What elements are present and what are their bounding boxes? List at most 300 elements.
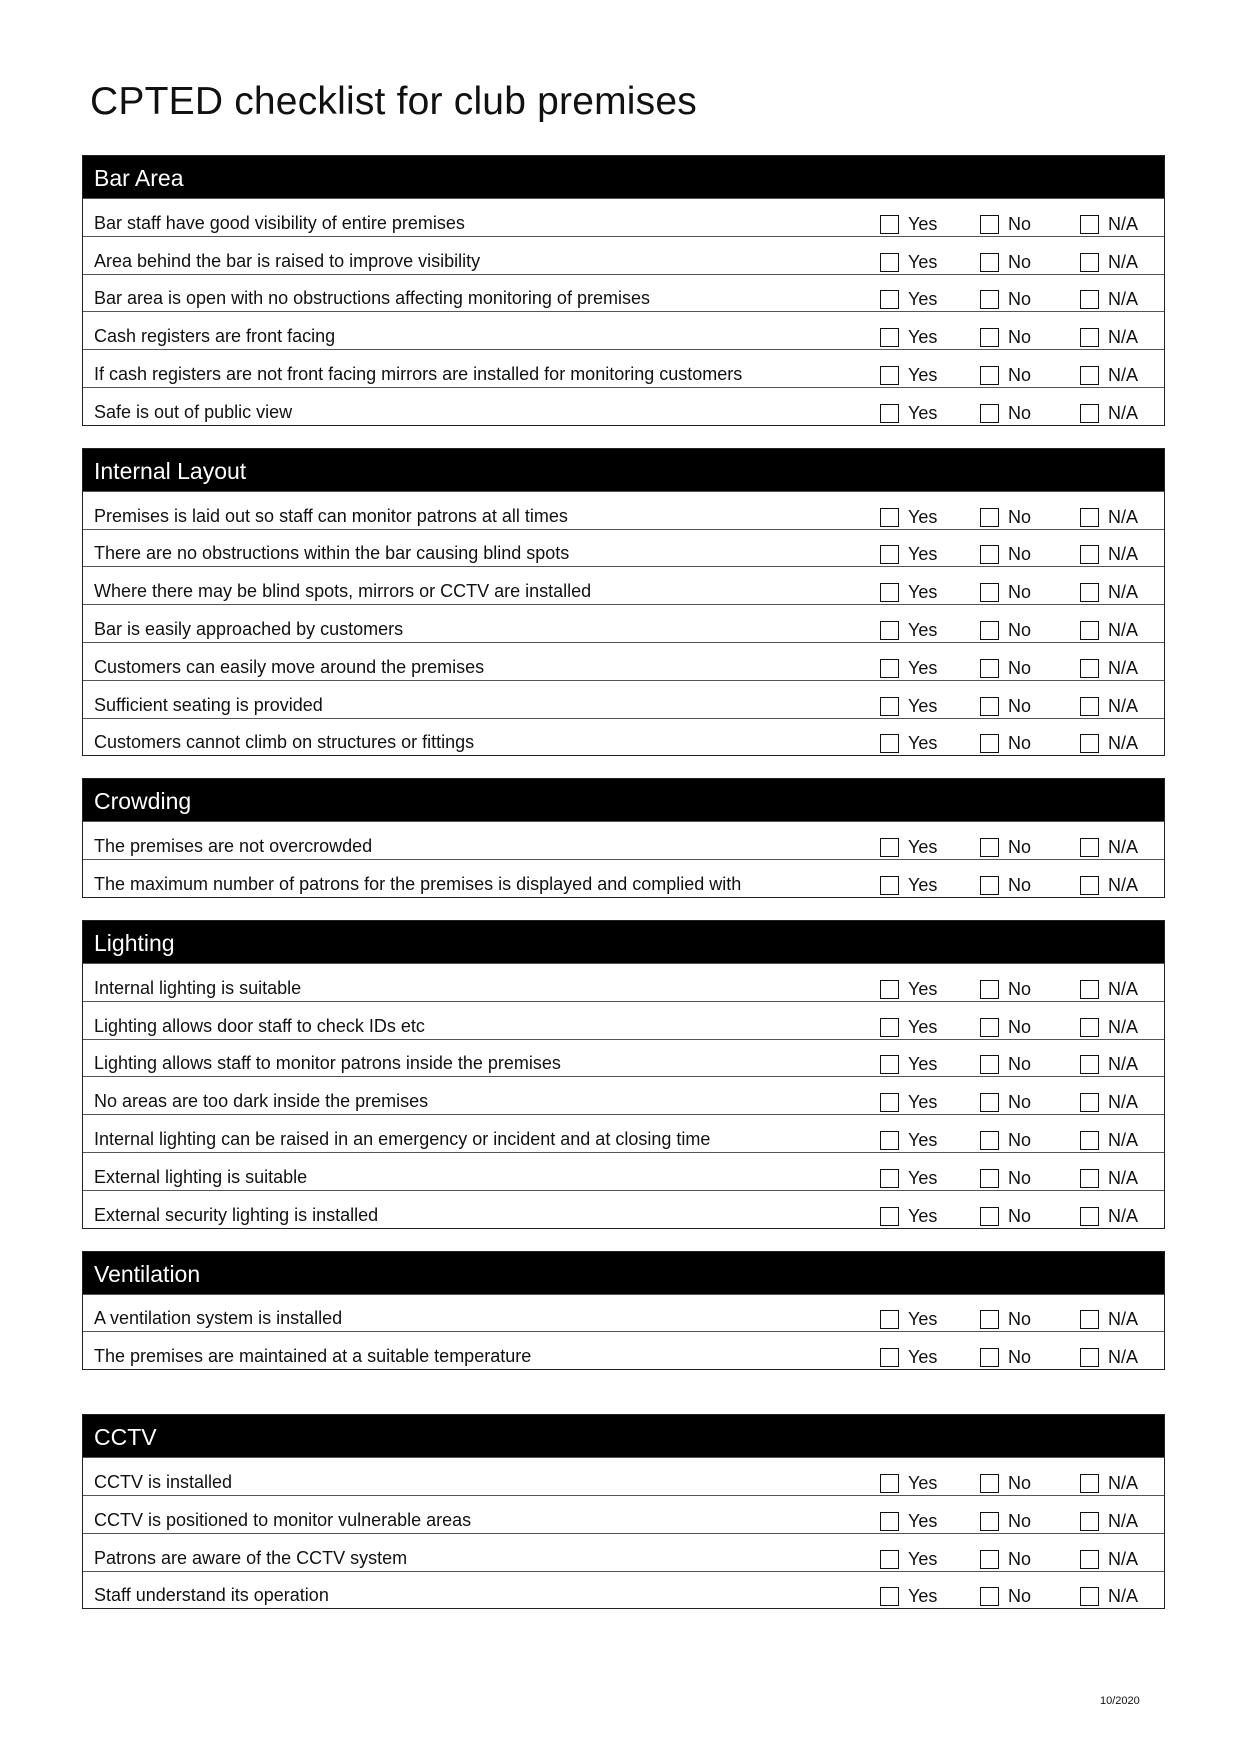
option-label-yes: Yes — [908, 695, 938, 716]
checklist-item-label: Sufficient seating is provided — [94, 694, 323, 715]
option-na — [1080, 1015, 1138, 1037]
option-no — [980, 835, 1031, 857]
section-heading: Crowding — [83, 779, 1164, 821]
checkbox-na[interactable] — [1080, 1207, 1099, 1226]
option-yes — [880, 873, 937, 895]
checklist-row — [83, 198, 1164, 236]
checkbox-yes[interactable] — [880, 1055, 899, 1074]
checklist-row — [83, 1294, 1164, 1332]
checklist-row — [83, 1114, 1164, 1152]
checkbox-yes[interactable] — [880, 583, 899, 602]
option-label-na: N/A — [1108, 1092, 1139, 1113]
checkbox-no[interactable] — [980, 404, 999, 423]
checkbox-no[interactable] — [980, 1587, 999, 1606]
checkbox-na[interactable] — [1080, 366, 1099, 385]
checkbox-no[interactable] — [980, 1055, 999, 1074]
checklist-item-label: External lighting is suitable — [94, 1166, 308, 1187]
checkbox-yes[interactable] — [880, 404, 899, 423]
checklist-item-label: Staff understand its operation — [94, 1585, 329, 1606]
option-na — [1080, 1128, 1138, 1150]
checkbox-yes[interactable] — [880, 1131, 899, 1150]
checklist-row — [83, 680, 1164, 718]
checklist-item-label: Area behind the bar is raised to improve visibility — [94, 250, 481, 271]
option-label-yes: Yes — [908, 506, 938, 527]
checkbox-no[interactable] — [980, 328, 999, 347]
option-no — [980, 212, 1031, 234]
option-label-na: N/A — [1108, 1016, 1139, 1037]
checkbox-yes[interactable] — [880, 980, 899, 999]
option-no — [980, 731, 1031, 753]
checklist-item-label: Lighting allows door staff to check IDs etc — [94, 1015, 425, 1036]
option-label-yes: Yes — [908, 837, 938, 858]
checkbox-na[interactable] — [1080, 1474, 1099, 1493]
option-label-na: N/A — [1108, 1586, 1139, 1607]
page-title: CPTED checklist for club premises — [90, 80, 697, 123]
checkbox-yes[interactable] — [880, 659, 899, 678]
option-yes — [880, 618, 937, 640]
option-label-na: N/A — [1108, 978, 1139, 999]
checklist-row — [83, 1076, 1164, 1114]
option-label-na: N/A — [1108, 289, 1139, 310]
checkbox-na[interactable] — [1080, 404, 1099, 423]
option-label-no: No — [1008, 1510, 1032, 1531]
checkbox-no[interactable] — [980, 980, 999, 999]
option-label-na: N/A — [1108, 327, 1139, 348]
option-label-no: No — [1008, 1309, 1032, 1330]
checkbox-no[interactable] — [980, 1310, 999, 1329]
checkbox-no[interactable] — [980, 545, 999, 564]
section-heading: Ventilation — [83, 1252, 1164, 1294]
checklist-item-label: Internal lighting is suitable — [94, 977, 302, 998]
checkbox-yes[interactable] — [880, 1310, 899, 1329]
checklist-item-label: The premises are not overcrowded — [94, 836, 373, 857]
option-yes — [880, 1090, 937, 1112]
option-no — [980, 505, 1031, 527]
option-na — [1080, 1052, 1138, 1074]
section-crowding — [82, 778, 1165, 898]
option-label-no: No — [1008, 1472, 1032, 1493]
checkbox-na[interactable] — [1080, 1093, 1099, 1112]
checkbox-no[interactable] — [980, 1512, 999, 1531]
checkbox-yes[interactable] — [880, 545, 899, 564]
checklist-item-label: External security lighting is installed — [94, 1204, 379, 1225]
checkbox-no[interactable] — [980, 1169, 999, 1188]
checkbox-na[interactable] — [1080, 1169, 1099, 1188]
option-label-na: N/A — [1108, 733, 1139, 754]
checkbox-no[interactable] — [980, 1093, 999, 1112]
option-label-no: No — [1008, 619, 1032, 640]
section-heading: Bar Area — [83, 156, 1164, 198]
option-label-na: N/A — [1108, 1205, 1139, 1226]
checklist-item-label: Safe is out of public view — [94, 401, 293, 422]
checklist-row — [83, 529, 1164, 567]
option-label-no: No — [1008, 1205, 1032, 1226]
checklist-item-label: CCTV is positioned to monitor vulnerable areas — [94, 1509, 472, 1530]
checkbox-na[interactable] — [1080, 621, 1099, 640]
checkbox-na[interactable] — [1080, 215, 1099, 234]
option-label-yes: Yes — [908, 213, 938, 234]
option-yes — [880, 580, 937, 602]
option-no — [980, 1090, 1031, 1112]
option-label-no: No — [1008, 1167, 1032, 1188]
checkbox-no[interactable] — [980, 659, 999, 678]
option-no — [980, 542, 1031, 564]
option-label-yes: Yes — [908, 1054, 938, 1075]
checkbox-na[interactable] — [1080, 583, 1099, 602]
checklist-row — [83, 1331, 1164, 1369]
option-label-yes: Yes — [908, 582, 938, 603]
checklist-row — [83, 1190, 1164, 1228]
option-na — [1080, 1307, 1138, 1329]
option-no — [980, 580, 1031, 602]
option-na — [1080, 1547, 1138, 1569]
option-na — [1080, 580, 1138, 602]
option-label-no: No — [1008, 874, 1032, 895]
checkbox-na[interactable] — [1080, 697, 1099, 716]
option-label-no: No — [1008, 1092, 1032, 1113]
option-no — [980, 618, 1031, 640]
option-label-na: N/A — [1108, 1167, 1139, 1188]
checkbox-yes[interactable] — [880, 838, 899, 857]
checkbox-no[interactable] — [980, 253, 999, 272]
option-yes — [880, 656, 937, 678]
option-yes — [880, 1307, 937, 1329]
option-label-no: No — [1008, 544, 1032, 565]
section-internal-layout — [82, 448, 1165, 757]
option-label-yes: Yes — [908, 1548, 938, 1569]
checkbox-yes[interactable] — [880, 1093, 899, 1112]
option-no — [980, 1015, 1031, 1037]
section-lighting — [82, 920, 1165, 1229]
option-label-yes: Yes — [908, 1309, 938, 1330]
checklist-item-label: The premises are maintained at a suitable temperature — [94, 1346, 532, 1367]
checkbox-na[interactable] — [1080, 659, 1099, 678]
option-label-yes: Yes — [908, 1510, 938, 1531]
option-no — [980, 401, 1031, 423]
option-yes — [880, 1052, 937, 1074]
option-label-yes: Yes — [908, 1167, 938, 1188]
option-label-no: No — [1008, 733, 1032, 754]
checkbox-na[interactable] — [1080, 980, 1099, 999]
checkbox-no[interactable] — [980, 876, 999, 895]
option-yes — [880, 1204, 937, 1226]
option-label-no: No — [1008, 506, 1032, 527]
option-na — [1080, 287, 1138, 309]
checkbox-yes[interactable] — [880, 253, 899, 272]
checklist-item-label: A ventilation system is installed — [94, 1308, 343, 1329]
option-label-yes: Yes — [908, 874, 938, 895]
checklist-row — [83, 604, 1164, 642]
option-label-yes: Yes — [908, 1016, 938, 1037]
option-na — [1080, 656, 1138, 678]
option-no — [980, 1128, 1031, 1150]
checkbox-no[interactable] — [980, 508, 999, 527]
option-yes — [880, 212, 937, 234]
option-yes — [880, 1584, 937, 1606]
option-label-yes: Yes — [908, 1472, 938, 1493]
checkbox-na[interactable] — [1080, 290, 1099, 309]
option-label-na: N/A — [1108, 619, 1139, 640]
checklist-item-label: Bar staff have good visibility of entire premises — [94, 212, 465, 233]
checkbox-na[interactable] — [1080, 1018, 1099, 1037]
checklist-row — [83, 821, 1164, 859]
option-na — [1080, 1166, 1138, 1188]
checkbox-no[interactable] — [980, 1348, 999, 1367]
option-no — [980, 1307, 1031, 1329]
checkbox-no[interactable] — [980, 1550, 999, 1569]
option-no — [980, 1204, 1031, 1226]
checkbox-no[interactable] — [980, 734, 999, 753]
checkbox-no[interactable] — [980, 215, 999, 234]
section-heading: CCTV — [83, 1415, 1164, 1457]
checkbox-yes[interactable] — [880, 1587, 899, 1606]
checkbox-na[interactable] — [1080, 1512, 1099, 1531]
option-no — [980, 873, 1031, 895]
checkbox-yes[interactable] — [880, 621, 899, 640]
checkbox-no[interactable] — [980, 1131, 999, 1150]
option-label-yes: Yes — [908, 1205, 938, 1226]
checklist-row — [83, 274, 1164, 312]
option-label-no: No — [1008, 1054, 1032, 1075]
checkbox-yes[interactable] — [880, 1207, 899, 1226]
option-no — [980, 1471, 1031, 1493]
option-label-na: N/A — [1108, 582, 1139, 603]
option-label-yes: Yes — [908, 327, 938, 348]
checklist — [82, 155, 1165, 1609]
checklist-item-label: Patrons are aware of the CCTV system — [94, 1547, 408, 1568]
checkbox-yes[interactable] — [880, 697, 899, 716]
option-na — [1080, 401, 1138, 423]
option-na — [1080, 731, 1138, 753]
checkbox-yes[interactable] — [880, 734, 899, 753]
option-label-na: N/A — [1108, 1347, 1139, 1368]
option-label-na: N/A — [1108, 544, 1139, 565]
option-label-na: N/A — [1108, 657, 1139, 678]
checkbox-na[interactable] — [1080, 1310, 1099, 1329]
checkbox-na[interactable] — [1080, 838, 1099, 857]
option-label-na: N/A — [1108, 874, 1139, 895]
option-na — [1080, 1345, 1138, 1367]
checkbox-yes[interactable] — [880, 366, 899, 385]
checkbox-na[interactable] — [1080, 1587, 1099, 1606]
option-na — [1080, 1471, 1138, 1493]
option-label-yes: Yes — [908, 402, 938, 423]
option-label-na: N/A — [1108, 1548, 1139, 1569]
checkbox-no[interactable] — [980, 1207, 999, 1226]
option-no — [980, 287, 1031, 309]
checkbox-yes[interactable] — [880, 1512, 899, 1531]
option-label-yes: Yes — [908, 544, 938, 565]
option-yes — [880, 1128, 937, 1150]
checklist-item-label: Bar area is open with no obstructions affecting monitoring of premises — [94, 288, 650, 309]
option-no — [980, 1345, 1031, 1367]
option-na — [1080, 1090, 1138, 1112]
option-no — [980, 1547, 1031, 1569]
checklist-row — [83, 387, 1164, 425]
option-label-no: No — [1008, 251, 1032, 272]
checklist-item-label: Where there may be blind spots, mirrors or CCTV are installed — [94, 581, 592, 602]
checklist-item-label: Customers can easily move around the premises — [94, 656, 485, 677]
checkbox-yes[interactable] — [880, 215, 899, 234]
option-label-no: No — [1008, 402, 1032, 423]
checkbox-no[interactable] — [980, 1474, 999, 1493]
footer-code: 10/2020 — [1100, 1695, 1140, 1707]
checklist-item-label: If cash registers are not front facing mirrors are installed for monitoring customers — [94, 363, 743, 384]
checklist-row — [83, 642, 1164, 680]
option-label-no: No — [1008, 657, 1032, 678]
option-yes — [880, 1015, 937, 1037]
checklist-item-label: Lighting allows staff to monitor patrons inside the premises — [94, 1053, 561, 1074]
option-yes — [880, 1547, 937, 1569]
option-na — [1080, 363, 1138, 385]
checklist-item-label: Internal lighting can be raised in an emergency or incident and at closing time — [94, 1128, 711, 1149]
checkbox-yes[interactable] — [880, 328, 899, 347]
checkbox-na[interactable] — [1080, 253, 1099, 272]
checklist-row — [83, 718, 1164, 756]
checklist-row — [83, 1152, 1164, 1190]
checkbox-yes[interactable] — [880, 1474, 899, 1493]
checklist-row — [83, 1001, 1164, 1039]
checkbox-na[interactable] — [1080, 1550, 1099, 1569]
option-na — [1080, 212, 1138, 234]
checkbox-yes[interactable] — [880, 1550, 899, 1569]
option-na — [1080, 618, 1138, 640]
checkbox-na[interactable] — [1080, 508, 1099, 527]
option-label-no: No — [1008, 978, 1032, 999]
option-label-no: No — [1008, 1016, 1032, 1037]
option-no — [980, 250, 1031, 272]
option-label-na: N/A — [1108, 837, 1139, 858]
option-label-na: N/A — [1108, 1054, 1139, 1075]
option-no — [980, 694, 1031, 716]
checklist-row — [83, 236, 1164, 274]
option-label-na: N/A — [1108, 213, 1139, 234]
section-heading: Internal Layout — [83, 449, 1164, 491]
checklist-row — [83, 1039, 1164, 1077]
option-na — [1080, 694, 1138, 716]
section-ventilation — [82, 1251, 1165, 1371]
option-yes — [880, 1471, 937, 1493]
checkbox-yes[interactable] — [880, 876, 899, 895]
checklist-row — [83, 963, 1164, 1001]
checklist-row — [83, 311, 1164, 349]
option-label-no: No — [1008, 289, 1032, 310]
option-na — [1080, 542, 1138, 564]
checkbox-na[interactable] — [1080, 734, 1099, 753]
option-na — [1080, 835, 1138, 857]
checkbox-na[interactable] — [1080, 876, 1099, 895]
checkbox-na[interactable] — [1080, 1348, 1099, 1367]
checkbox-no[interactable] — [980, 621, 999, 640]
option-label-yes: Yes — [908, 364, 938, 385]
option-label-yes: Yes — [908, 619, 938, 640]
checkbox-yes[interactable] — [880, 1018, 899, 1037]
option-label-no: No — [1008, 695, 1032, 716]
section-cctv — [82, 1414, 1165, 1609]
option-na — [1080, 977, 1138, 999]
checkbox-yes[interactable] — [880, 1348, 899, 1367]
checkbox-na[interactable] — [1080, 1131, 1099, 1150]
option-label-no: No — [1008, 364, 1032, 385]
checklist-item-label: Premises is laid out so staff can monitor patrons at all times — [94, 505, 568, 526]
checkbox-na[interactable] — [1080, 1055, 1099, 1074]
checkbox-no[interactable] — [980, 366, 999, 385]
checklist-item-label: CCTV is installed — [94, 1471, 233, 1492]
option-no — [980, 1166, 1031, 1188]
checklist-item-label: Cash registers are front facing — [94, 326, 336, 347]
option-label-na: N/A — [1108, 1472, 1139, 1493]
option-label-no: No — [1008, 1586, 1032, 1607]
option-na — [1080, 325, 1138, 347]
option-label-no: No — [1008, 1129, 1032, 1150]
checkbox-no[interactable] — [980, 290, 999, 309]
option-label-na: N/A — [1108, 1510, 1139, 1531]
checkbox-yes[interactable] — [880, 290, 899, 309]
option-na — [1080, 1509, 1138, 1531]
option-yes — [880, 363, 937, 385]
option-label-yes: Yes — [908, 1586, 938, 1607]
option-yes — [880, 287, 937, 309]
option-no — [980, 1052, 1031, 1074]
option-label-no: No — [1008, 213, 1032, 234]
option-na — [1080, 250, 1138, 272]
option-label-yes: Yes — [908, 1092, 938, 1113]
option-label-na: N/A — [1108, 402, 1139, 423]
checklist-row — [83, 349, 1164, 387]
option-no — [980, 1509, 1031, 1531]
checkbox-na[interactable] — [1080, 328, 1099, 347]
checklist-item-label: Bar is easily approached by customers — [94, 618, 404, 639]
option-label-no: No — [1008, 327, 1032, 348]
option-no — [980, 656, 1031, 678]
option-yes — [880, 1345, 937, 1367]
option-yes — [880, 1166, 937, 1188]
option-yes — [880, 835, 937, 857]
option-yes — [880, 731, 937, 753]
option-no — [980, 977, 1031, 999]
checkbox-na[interactable] — [1080, 545, 1099, 564]
option-na — [1080, 1584, 1138, 1606]
option-label-no: No — [1008, 837, 1032, 858]
option-yes — [880, 694, 937, 716]
option-na — [1080, 1204, 1138, 1226]
option-yes — [880, 325, 937, 347]
checkbox-no[interactable] — [980, 1018, 999, 1037]
option-label-yes: Yes — [908, 289, 938, 310]
checklist-item-label: No areas are too dark inside the premises — [94, 1091, 429, 1112]
checkbox-no[interactable] — [980, 583, 999, 602]
checklist-item-label: There are no obstructions within the bar causing blind spots — [94, 543, 570, 564]
option-no — [980, 1584, 1031, 1606]
option-no — [980, 363, 1031, 385]
checkbox-yes[interactable] — [880, 1169, 899, 1188]
option-na — [1080, 873, 1138, 895]
section-bar-area — [82, 155, 1165, 426]
option-label-na: N/A — [1108, 1129, 1139, 1150]
option-label-na: N/A — [1108, 695, 1139, 716]
option-yes — [880, 401, 937, 423]
checklist-row — [83, 1495, 1164, 1533]
option-label-yes: Yes — [908, 978, 938, 999]
checkbox-yes[interactable] — [880, 508, 899, 527]
checkbox-no[interactable] — [980, 697, 999, 716]
option-yes — [880, 505, 937, 527]
option-yes — [880, 977, 937, 999]
checklist-row — [83, 1571, 1164, 1609]
option-no — [980, 325, 1031, 347]
option-yes — [880, 1509, 937, 1531]
checkbox-no[interactable] — [980, 838, 999, 857]
